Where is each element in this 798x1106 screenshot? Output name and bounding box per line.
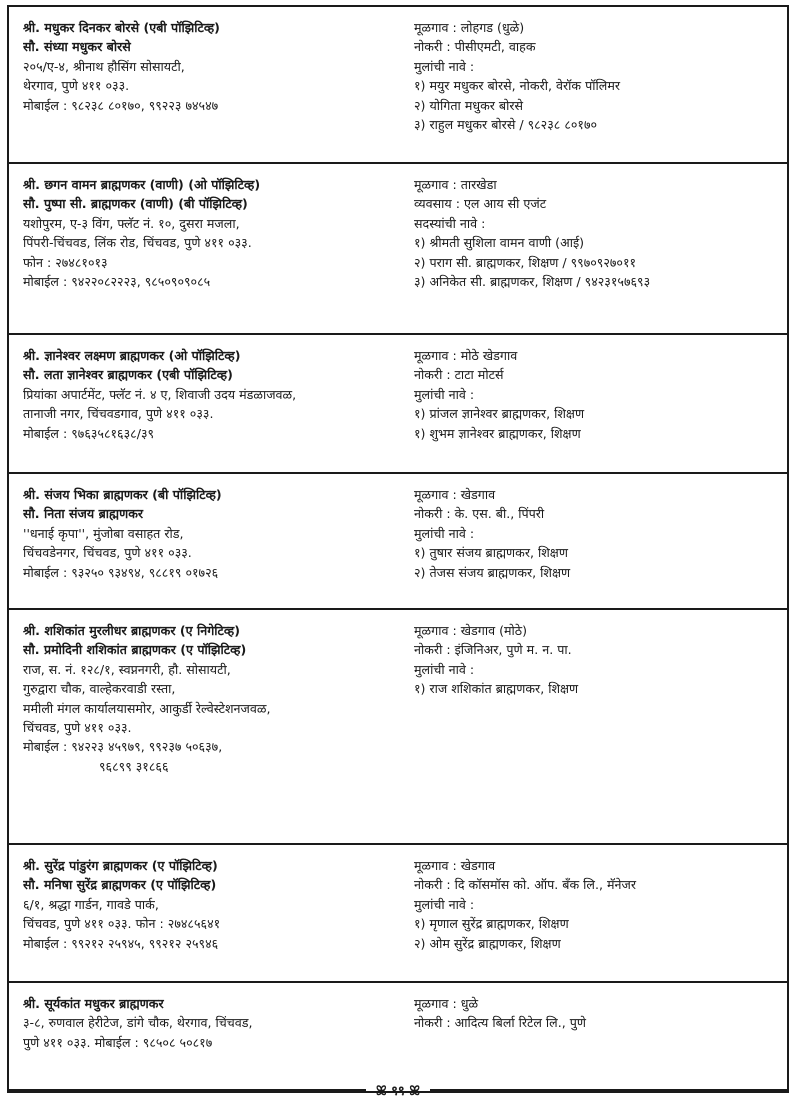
contact-line: मोबाईल : ९९२१२ २५९४५, ९९२१२ २५९४६ bbox=[23, 935, 219, 951]
member-entry bbox=[9, 474, 787, 610]
entry-details-column bbox=[414, 621, 777, 843]
detail-line: मुलांची नावे : bbox=[414, 386, 475, 402]
contact-line: चिंचवड, पुणे ४११ ०३३. फोन : २७४८५६४१ bbox=[23, 916, 221, 932]
detail-line: १) राज शशिकांत ब्राह्मणकर, शिक्षण bbox=[414, 681, 579, 697]
contact-line: राज, स. नं. १२८/१, स्वप्ननगरी, हौ. सोसायटी, bbox=[23, 661, 231, 677]
member-name: श्री. छगन वामन ब्राह्मणकर (वाणी) (ओ पॉझिटिव्ह) bbox=[23, 177, 261, 192]
contact-line: गुरुद्वारा चौक, वाल्हेकरवाडी रस्ता, bbox=[23, 681, 176, 697]
member-name: सौ. लता ज्ञानेश्वर ब्राह्मणकर (एबी पॉझिटिव्ह) bbox=[23, 367, 233, 383]
contact-line: ३-८, रुणवाल हेरीटेज, डांगे चौक, थेरगाव, चिंचवड, bbox=[23, 1015, 253, 1031]
footer-rule-right bbox=[430, 1089, 789, 1091]
entry-details-column bbox=[414, 485, 777, 608]
footer-rule-left bbox=[7, 1089, 366, 1091]
detail-line: नोकरी : टाटा मोटर्स bbox=[414, 367, 504, 383]
detail-line: मूळगाव : धुळे bbox=[414, 996, 479, 1011]
detail-line: व्यवसाय : एल आय सी एजंट bbox=[414, 196, 547, 212]
member-name: श्री. शशिकांत मुरलीधर ब्राह्मणकर (ए निगेटिव्ह) bbox=[23, 623, 240, 638]
detail-line: मूळगाव : लोहगड (धुळे) bbox=[414, 20, 525, 35]
detail-line: सदस्यांची नावे : bbox=[414, 215, 486, 231]
detail-line: २) तेजस संजय ब्राह्मणकर, शिक्षण bbox=[414, 564, 571, 580]
contact-line: मोबाईल : ९८२३८ ८०१७०, ९९२२३ ७४५४७ bbox=[23, 97, 219, 113]
detail-line: २) पराग सी. ब्राह्मणकर, शिक्षण / ९९७०९२७०११ bbox=[414, 254, 637, 270]
detail-line: मूळगाव : मोठे खेडगाव bbox=[414, 348, 518, 363]
detail-line: मुलांची नावे : bbox=[414, 58, 475, 74]
contact-line: तानाजी नगर, चिंचवडगाव, पुणे ४११ ०३३. bbox=[23, 406, 214, 422]
contact-line: फोन : २७४८१०१३ bbox=[23, 254, 108, 270]
member-entry bbox=[9, 7, 787, 164]
detail-line: मूळगाव : खेडगाव (मोठे) bbox=[414, 623, 528, 638]
member-name: श्री. सुरेंद्र पांडुरंग ब्राह्मणकर (ए पॉझिटिव्ह) bbox=[23, 858, 218, 873]
contact-line: ६/१, श्रद्धा गार्डन, गावडे पार्क, bbox=[23, 896, 159, 912]
member-entry bbox=[9, 983, 787, 1093]
detail-line: मूळगाव : तारखेडा bbox=[414, 177, 497, 192]
contact-line: ९६८९९ ३१८६६ bbox=[99, 758, 169, 774]
contact-line: २०५/ए-४, श्रीनाथ हौसिंग सोसायटी, bbox=[23, 58, 185, 74]
contact-line: यशोपुरम, ए-३ विंग, फ्लॅट नं. १०, दुसरा मजला, bbox=[23, 215, 240, 231]
page-number: ꕤ ९९ ꕤ bbox=[375, 1084, 421, 1099]
detail-line: मुलांची नावे : bbox=[414, 525, 475, 541]
detail-line: नोकरी : इंजिनिअर, पुणे म. न. पा. bbox=[414, 642, 572, 658]
entry-contact-column bbox=[23, 346, 414, 472]
contact-line: ममीली मंगल कार्यालयासमोर, आकुर्डी रेल्वेस्टेशनजवळ, bbox=[23, 700, 271, 716]
member-name: श्री. ज्ञानेश्वर लक्ष्मण ब्राह्मणकर (ओ पॉझिटिव्ह) bbox=[23, 348, 241, 363]
detail-line: मुलांची नावे : bbox=[414, 896, 475, 912]
entry-contact-column bbox=[23, 485, 414, 608]
detail-line: मूळगाव : खेडगाव bbox=[414, 487, 496, 502]
detail-line: नोकरी : के. एस. बी., पिंपरी bbox=[414, 506, 545, 522]
page-footer bbox=[7, 1080, 789, 1100]
member-name: श्री. सूर्यकांत मधुकर ब्राह्मणकर bbox=[23, 996, 164, 1011]
contact-line: मोबाईल : ९४२२०८२२२३, ९८५०९०९०८५ bbox=[23, 274, 211, 290]
contact-line: थेरगाव, पुणे ४११ ०३३. bbox=[23, 78, 130, 94]
contact-line: मोबाईल : ९४२२३ ४५९७९, ९९२३७ ५०६३७, bbox=[23, 739, 223, 755]
entry-contact-column bbox=[23, 18, 414, 162]
member-name: सौ. पुष्पा सी. ब्राह्मणकर (वाणी) (बी पॉझिटिव्ह) bbox=[23, 196, 248, 212]
contact-line: पिंपरी-चिंचवड, लिंक रोड, चिंचवड, पुणे ४११ ०३३. bbox=[23, 235, 252, 251]
detail-line: १) मयुर मधुकर बोरसे, नोकरी, वेरॉक पॉलिमर bbox=[414, 78, 621, 94]
entry-contact-column bbox=[23, 994, 414, 1091]
detail-line: ३) अनिकेत सी. ब्राह्मणकर, शिक्षण / ९४२३१५७६९३ bbox=[414, 274, 651, 290]
contact-line: मोबाईल : ९३२५० ९३४९४, ९८८१९ ०१७२६ bbox=[23, 564, 219, 580]
entry-contact-column bbox=[23, 621, 414, 843]
entry-details-column bbox=[414, 346, 777, 472]
detail-line: २) योगिता मधुकर बोरसे bbox=[414, 97, 524, 113]
detail-line: नोकरी : दि कॉसमॉस को. ऑप. बँक लि., मॅनेजर bbox=[414, 877, 636, 893]
entry-contact-column bbox=[23, 856, 414, 981]
member-name: सौ. मनिषा सुरेंद्र ब्राह्मणकर (ए पॉझिटिव्ह) bbox=[23, 877, 217, 893]
detail-line: नोकरी : पीसीएमटी, वाहक bbox=[414, 39, 536, 55]
detail-line: नोकरी : आदित्य बिर्ला रिटेल लि., पुणे bbox=[414, 1015, 586, 1031]
contact-line: चिंचवड, पुणे ४११ ०३३. bbox=[23, 720, 132, 736]
member-name: श्री. संजय भिका ब्राह्मणकर (बी पॉझिटिव्ह) bbox=[23, 487, 222, 502]
entry-details-column bbox=[414, 18, 777, 162]
member-name: सौ. संध्या मधुकर बोरसे bbox=[23, 39, 131, 55]
entry-details-column bbox=[414, 856, 777, 981]
detail-line: १) श्रीमती सुशिला वामन वाणी (आई) bbox=[414, 235, 585, 251]
contact-line: प्रियांका अपार्टमेंट, फ्लॅट नं. ४ ए, शिवाजी उदय मंडळाजवळ, bbox=[23, 386, 297, 402]
contact-line: मोबाईल : ९७६३५८१६३८/३९ bbox=[23, 425, 155, 441]
detail-line: १) मृणाल सुरेंद्र ब्राह्मणकर, शिक्षण bbox=[414, 916, 569, 932]
member-name: सौ. प्रमोदिनी शशिकांत ब्राह्मणकर (ए पॉझिटिव्ह) bbox=[23, 642, 247, 658]
detail-line: मुलांची नावे : bbox=[414, 661, 475, 677]
detail-line: मूळगाव : खेडगाव bbox=[414, 858, 496, 873]
member-directory bbox=[7, 5, 789, 1093]
detail-line: ३) राहुल मधुकर बोरसे / ९८२३८ ८०१७० bbox=[414, 117, 598, 133]
contact-line: पुणे ४११ ०३३. मोबाईल : ९८५०८ ५०८१७ bbox=[23, 1034, 213, 1050]
member-entry bbox=[9, 164, 787, 335]
member-entry bbox=[9, 845, 787, 983]
contact-line: चिंचवडेनगर, चिंचवड, पुणे ४११ ०३३. bbox=[23, 545, 192, 561]
member-entry bbox=[9, 610, 787, 845]
contact-line: ''धनाई कृपा'', मुंजोबा वसाहत रोड, bbox=[23, 525, 184, 541]
member-name: श्री. मधुकर दिनकर बोरसे (एबी पॉझिटिव्ह) bbox=[23, 20, 220, 35]
detail-line: १) प्रांजल ज्ञानेश्वर ब्राह्मणकर, शिक्षण bbox=[414, 406, 585, 422]
member-name: सौ. निता संजय ब्राह्मणकर bbox=[23, 506, 144, 522]
member-entry bbox=[9, 335, 787, 474]
entry-details-column bbox=[414, 175, 777, 333]
detail-line: २) ओम सुरेंद्र ब्राह्मणकर, शिक्षण bbox=[414, 935, 561, 951]
detail-line: १) शुभम ज्ञानेश्वर ब्राह्मणकर, शिक्षण bbox=[414, 425, 581, 441]
entry-details-column bbox=[414, 994, 777, 1091]
detail-line: १) तुषार संजय ब्राह्मणकर, शिक्षण bbox=[414, 545, 568, 561]
entry-contact-column bbox=[23, 175, 414, 333]
